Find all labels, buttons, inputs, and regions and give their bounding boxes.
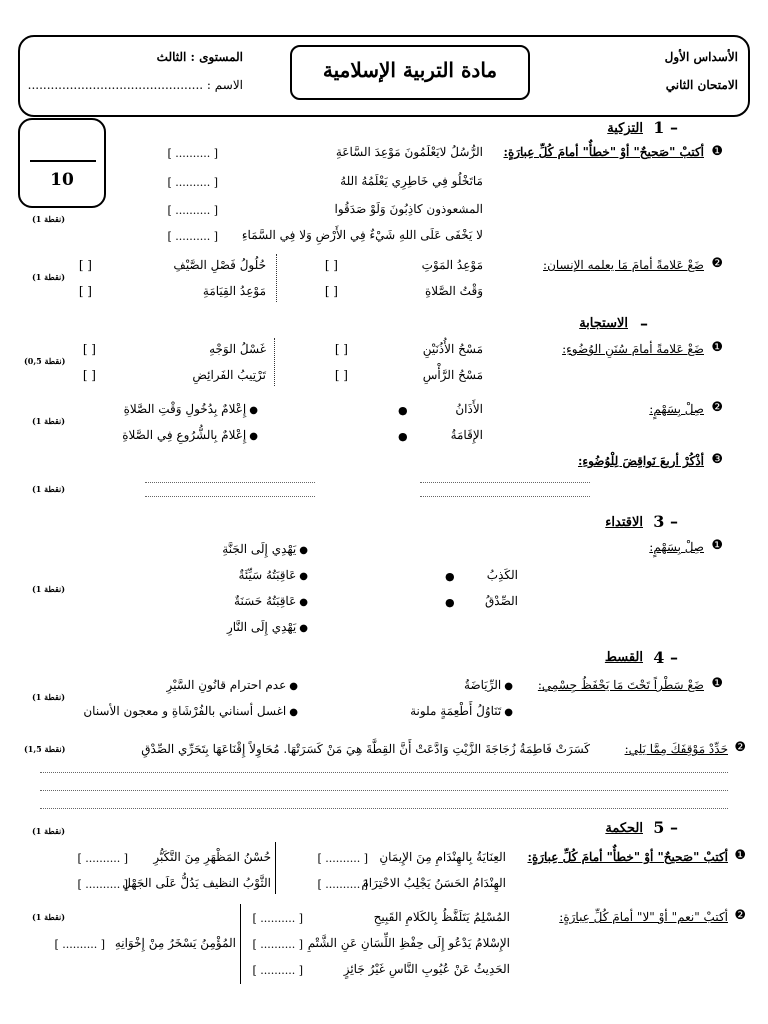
s2-q1-item: مَسْحُ الأُذُنَيْنِ xyxy=(422,342,483,356)
s3-q1-label: صِلْ بِسَهْمٍ: xyxy=(649,540,704,554)
section1-title: التزكية xyxy=(607,121,643,136)
s4-q2-label: حَدِّدْ مَوْقِفَكَ مِمَّا يَلِي: xyxy=(624,742,728,756)
section1-number: 1 – xyxy=(653,118,678,137)
semester-label: الأسداس الأول xyxy=(664,50,738,64)
points-badge: (1 نقطة) xyxy=(32,826,66,836)
points-badge: (1 نقطة) xyxy=(32,692,66,702)
score-divider xyxy=(30,160,96,162)
connect-dot[interactable]: ● xyxy=(398,430,408,443)
column-divider xyxy=(276,254,277,302)
answer-bracket[interactable]: [ .......... ] xyxy=(167,147,218,160)
answer-bracket[interactable]: [ .......... ] xyxy=(252,912,303,925)
s1-q1-bullet: ❶ xyxy=(711,144,723,159)
answer-line[interactable] xyxy=(40,790,728,791)
answer-bracket[interactable]: [ .......... ] xyxy=(167,230,218,243)
column-divider xyxy=(240,904,241,984)
s2-q1-item: تَرْتِيبُ الفَرائِضِ xyxy=(192,368,266,382)
s2-q2-left: الإِقَامَةُ xyxy=(450,428,483,442)
answer-line[interactable] xyxy=(40,772,728,773)
s4-q2-bullet: ❷ xyxy=(734,740,746,755)
level-label: المستوى : الثالث xyxy=(156,50,243,64)
section2-number: – xyxy=(640,314,648,333)
s2-q1-bullet: ❶ xyxy=(711,340,723,355)
score-total: 10 xyxy=(50,170,74,190)
answer-bracket[interactable]: [ .......... ] xyxy=(54,938,105,951)
s5-q2-item: الحَدِيثُ عَنْ عُيُوبِ النَّاسِ غَيْرُ جَائِزٍ xyxy=(343,962,510,976)
points-badge: (1,5 نقطة) xyxy=(24,744,66,754)
s5-q1-item: حُسْنُ المَظْهَرِ مِنَ التَّكَبُّرِ xyxy=(153,850,271,864)
s3-q1-bullet: ❶ xyxy=(711,538,723,553)
answer-line[interactable] xyxy=(40,808,728,809)
s2-q1-item: مَسْحُ الرَّأْسِ xyxy=(422,368,483,382)
checkbox[interactable]: [ ] xyxy=(324,258,338,272)
s2-q1-label: ضَعْ عَلامةً أمامَ سُنَنِ الوُضُوءِ: xyxy=(562,342,704,356)
s2-q2-right: ● إِعْلامٌ بِدُخُولِ وَقْتِ الصَّلاةِ xyxy=(124,402,258,416)
s1-q1-item: المشعوذون كاذِبُونَ وَلَوْ صَدَقُوا xyxy=(334,202,483,216)
checkbox[interactable]: [ ] xyxy=(82,342,96,356)
s3-right: ● يَهْدِي إِلَى الجَنَّةِ xyxy=(222,542,308,556)
checkbox[interactable]: [ ] xyxy=(324,284,338,298)
answer-line[interactable] xyxy=(145,482,315,483)
s4-item[interactable]: ● تَنَاوُلُ أَطْعِمَةٍ ملونة xyxy=(410,704,513,718)
column-divider xyxy=(275,842,276,894)
s5-q1-bullet: ❶ xyxy=(734,848,746,863)
s2-q2-left: الأَذَانُ xyxy=(455,402,483,416)
answer-bracket[interactable]: [ .......... ] xyxy=(77,852,128,865)
answer-bracket[interactable]: [ .......... ] xyxy=(252,964,303,977)
points-badge: (1 نقطة) xyxy=(32,272,66,282)
answer-line[interactable] xyxy=(420,482,590,483)
s2-q1-item: غَسْلُ الوَجْهِ xyxy=(209,342,266,356)
s1-q2-item: حُلُولُ فَصْلِ الصَّيْفِ xyxy=(173,258,266,272)
section3-number: 3 – xyxy=(653,512,678,531)
s1-q2-bullet: ❷ xyxy=(711,256,723,271)
s1-q1-item: مَاتَخْلُو فِي خَاطِرِي يَعْلَمُهُ اللهُ xyxy=(340,174,483,188)
s1-q1-label: أكتبْ "صَحيحٌ" أوْ "خطأٌ" أمامَ كُلِّ عِبارَةٍ: xyxy=(503,145,704,159)
checkbox[interactable]: [ ] xyxy=(82,368,96,382)
s2-q3-label: أذْكُرْ أربعَ نَواقِضَ لِلْوُضُوءِ: xyxy=(578,454,704,468)
points-badge: (1 نقطة) xyxy=(32,584,66,594)
points-badge: (1 نقطة) xyxy=(32,912,66,922)
s1-q2-item: مَوْعِدُ القِيَامَةِ xyxy=(202,284,266,298)
s1-q1-item: لا يَخْفَى عَلَى اللهِ شَيْءٌ فِي الأَرْضِ وَلا فِي السَّمَاءِ xyxy=(241,228,483,242)
s3-left: الكَذِبُ xyxy=(486,568,518,582)
s2-q2-bullet: ❷ xyxy=(711,400,723,415)
s2-q2-right: ● إِعْلامٌ بِالشُّرُوعِ فِي الصَّلاةِ xyxy=(122,428,258,442)
s3-left: الصِّدْقُ xyxy=(484,594,518,608)
subject-title: مادة التربية الإسلامية xyxy=(322,58,498,82)
points-badge: (1 نقطة) xyxy=(32,484,66,494)
s5-q1-item: الهِنْدَامُ الحَسَنُ يَجْلِبُ الاحْتِرَامَ xyxy=(361,876,506,890)
checkbox[interactable]: [ ] xyxy=(78,258,92,272)
name-field[interactable]: الاسم : .............................................. xyxy=(27,78,243,92)
s1-q2-label: ضَعْ عَلامةً أمامَ مَا يعلمه الإنسان: xyxy=(543,258,704,272)
s2-q3-bullet: ❸ xyxy=(711,452,723,467)
column-divider xyxy=(274,338,275,386)
section2-title: الاستجابة xyxy=(579,316,628,331)
answer-bracket[interactable]: [ .......... ] xyxy=(167,204,218,217)
s4-q2-text: كَسَرَتْ فَاطِمَةُ زُجَاجَةَ الزَّيْتِ وَادَّعَتْ أَنَّ القِطَّةَ هِيَ مَنْ كَسَرَتْهَا. مُحَاوِلاً إِقْنَاعَهَا بِتَحَرِّي الصِّدْقِ xyxy=(141,742,590,756)
s5-q2-item: المُسْلِمُ يَتَلَفَّظُ بِالكَلامِ القَبِيحِ xyxy=(373,910,510,924)
s4-item[interactable]: ● عدم احترام قانُونِ السَّيْرِ xyxy=(166,678,298,692)
section5-title: الحكمة xyxy=(605,821,643,836)
points-badge: (1 نقطة) xyxy=(32,214,66,224)
s5-q2-item: المُؤْمِنُ يَسْخَرُ مِنْ إِخْوَانِهِ xyxy=(114,936,236,950)
s4-q1-bullet: ❶ xyxy=(711,676,723,691)
checkbox[interactable]: [ ] xyxy=(334,342,348,356)
checkbox[interactable]: [ ] xyxy=(78,284,92,298)
section5-number: 5 – xyxy=(653,818,678,837)
section3-title: الاقتداء xyxy=(605,515,643,530)
s5-q1-item: الثَّوْبُ النظيف يَدُلُّ عَلَى الجَهْلِ xyxy=(122,876,271,890)
s1-q1-item: الرُّسُلُ لايَعْلَمُونَ مَوْعِدَ السَّاعَةِ xyxy=(335,145,483,159)
checkbox[interactable]: [ ] xyxy=(334,368,348,382)
points-badge: (0,5 نقطة) xyxy=(24,356,66,366)
exam-label: الامتحان الثاني xyxy=(665,78,738,92)
answer-bracket[interactable]: [ .......... ] xyxy=(317,878,368,891)
answer-line[interactable] xyxy=(420,496,590,497)
answer-line[interactable] xyxy=(145,496,315,497)
s5-q2-bullet: ❷ xyxy=(734,908,746,923)
s5-q1-label: أكتبْ "صَحيحٌ" أوْ "خطأٌ" أمامَ كُلِّ عِبارَةٍ: xyxy=(527,850,728,864)
connect-dot[interactable]: ● xyxy=(445,596,455,609)
connect-dot[interactable]: ● xyxy=(445,570,455,583)
s3-right: ● يَهْدِي إِلَى النَّارِ xyxy=(227,620,308,634)
s1-q2-item: وَقْتُ الصَّلاةِ xyxy=(425,284,483,298)
s4-q1-label: ضَعْ سَطْراً تَحْتَ مَا يَحْفَظُ جِسْمِي: xyxy=(537,678,704,692)
s5-q2-label: أكتبْ "نعم" أوْ "لا" أمامَ كُلِّ عِبارَةٍ: xyxy=(559,910,728,924)
s2-q2-label: صِلْ بِسَهْمٍ: xyxy=(649,402,704,416)
connect-dot[interactable]: ● xyxy=(398,404,408,417)
answer-bracket[interactable]: [ .......... ] xyxy=(317,852,368,865)
answer-bracket[interactable]: [ .......... ] xyxy=(252,938,303,951)
s3-right: ● عَاقِبَتُهُ سَيِّئَةٌ xyxy=(238,568,308,582)
answer-bracket[interactable]: [ .......... ] xyxy=(77,878,128,891)
section4-number: 4 – xyxy=(653,648,678,667)
s5-q2-item: الإِسْلامُ يَدْعُو إِلَى حِفْظِ اللِّسَانِ عَنِ الشَّتْمِ xyxy=(307,936,510,950)
answer-bracket[interactable]: [ .......... ] xyxy=(167,176,218,189)
points-badge: (1 نقطة) xyxy=(32,416,66,426)
section4-title: القسط xyxy=(604,650,643,665)
s4-item[interactable]: ● اغسل أسناني بالفُرْشَاةِ و معجون الأسنان xyxy=(83,704,298,718)
s3-right: ● عَاقِبَتُهُ حَسَنَةٌ xyxy=(234,594,308,608)
score-box xyxy=(18,118,106,208)
s4-item[interactable]: ● الرِّيَاضَةُ xyxy=(464,678,513,692)
s5-q1-item: العِنَايَةُ بِالهِنْدَامِ مِنَ الإِيمَانِ xyxy=(379,850,506,864)
s1-q2-item: مَوْعِدُ المَوْتِ xyxy=(421,258,483,272)
